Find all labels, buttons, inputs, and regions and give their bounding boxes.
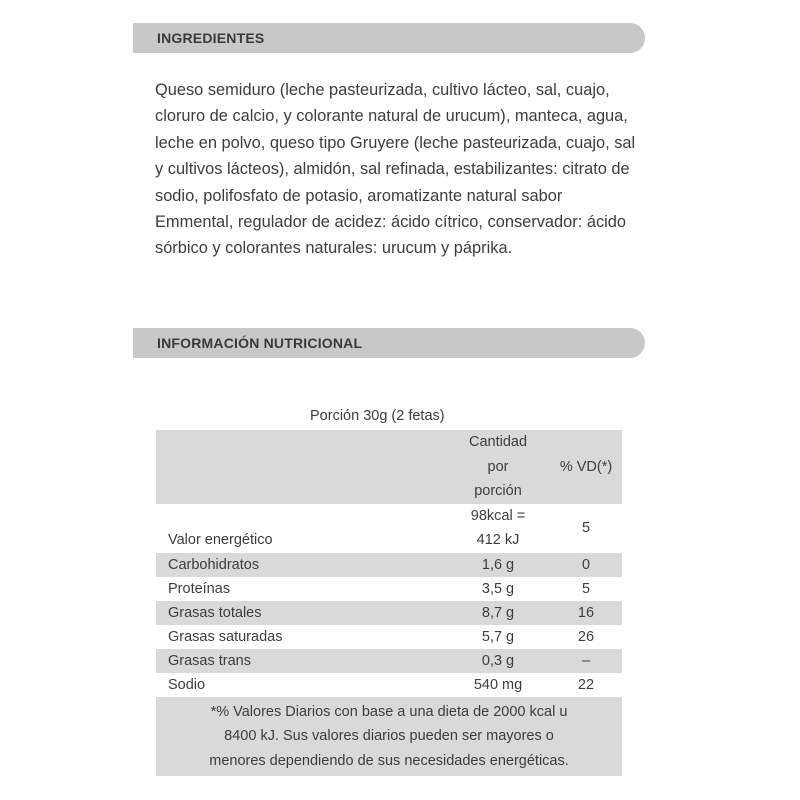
table-row-energy (156, 504, 622, 553)
nutrition-table (156, 430, 622, 776)
footnote-line: 8400 kJ. Sus valores diarios pueden ser mayores o (224, 728, 554, 744)
row-quantity: 3,5 g (446, 577, 550, 601)
header-quantity-line: por (487, 458, 509, 475)
table-row (156, 625, 622, 649)
row-vd: – (550, 649, 622, 673)
header-quantity-line: Cantidad (468, 434, 528, 450)
row-name: Carbohidratos (156, 553, 446, 577)
table-row (156, 601, 622, 625)
table-row (156, 649, 622, 673)
row-vd: 0 (550, 553, 622, 577)
header-quantity-cell (446, 430, 550, 504)
energy-name: Valor energético (156, 504, 446, 553)
table-header-row (156, 430, 622, 504)
ingredients-text: Queso semiduro (leche pasteurizada, cultivo lácteo, sal, cuajo, cloruro de calcio, y colorante natural de urucum), manteca, agua, leche en polvo, queso tipo Gruyere (leche pasteurizada, cuajo, sal y cultivos lácteos), almidón, sal refinada, estabilizantes: citrato de sodio, polifosfato de potasio, aromatizante natural sabor Emmental, regulador de acidez: ácido cítrico, conservador: ácido sórbico y colorantes naturales: urucum y páprika. (155, 81, 636, 258)
row-name: Sodio (156, 673, 446, 697)
table-footnote-row (156, 697, 622, 777)
nutrition-title: INFORMACIÓN NUTRICIONAL (157, 335, 363, 351)
table-row (156, 553, 622, 577)
energy-quantity-line: 412 kJ (476, 532, 520, 548)
row-quantity: 0,3 g (446, 649, 550, 673)
row-name: Grasas saturadas (156, 625, 446, 649)
row-quantity: 5,7 g (446, 625, 550, 649)
row-quantity: 1,6 g (446, 553, 550, 577)
header-quantity-line: porción (474, 483, 522, 499)
footnote-line: menores dependiendo de sus necesidades energéticas. (209, 752, 569, 769)
row-vd: 16 (550, 601, 622, 625)
row-vd: 22 (550, 673, 622, 697)
row-name: Proteínas (156, 577, 446, 601)
row-name: Grasas totales (156, 601, 446, 625)
ingredients-title: INGREDIENTES (157, 30, 265, 46)
ingredients-section-header (133, 23, 645, 53)
header-name-cell (156, 430, 446, 504)
footnote-line: *% Valores Diarios con base a una dieta de 2000 kcal u (210, 703, 568, 720)
table-row (156, 673, 622, 697)
table-row (156, 577, 622, 601)
row-quantity: 540 mg (446, 673, 550, 697)
row-name: Grasas trans (156, 649, 446, 673)
energy-quantity-cell (446, 504, 550, 553)
footnote (156, 697, 622, 777)
row-vd: 5 (550, 577, 622, 601)
energy-vd: 5 (550, 504, 622, 553)
header-vd-cell: % VD(*) (550, 430, 622, 504)
energy-quantity-line: 98kcal = (470, 507, 526, 524)
nutrition-section-header (133, 328, 645, 358)
row-vd: 26 (550, 625, 622, 649)
row-quantity: 8,7 g (446, 601, 550, 625)
portion-size: Porción 30g (2 fetas) (310, 408, 445, 424)
